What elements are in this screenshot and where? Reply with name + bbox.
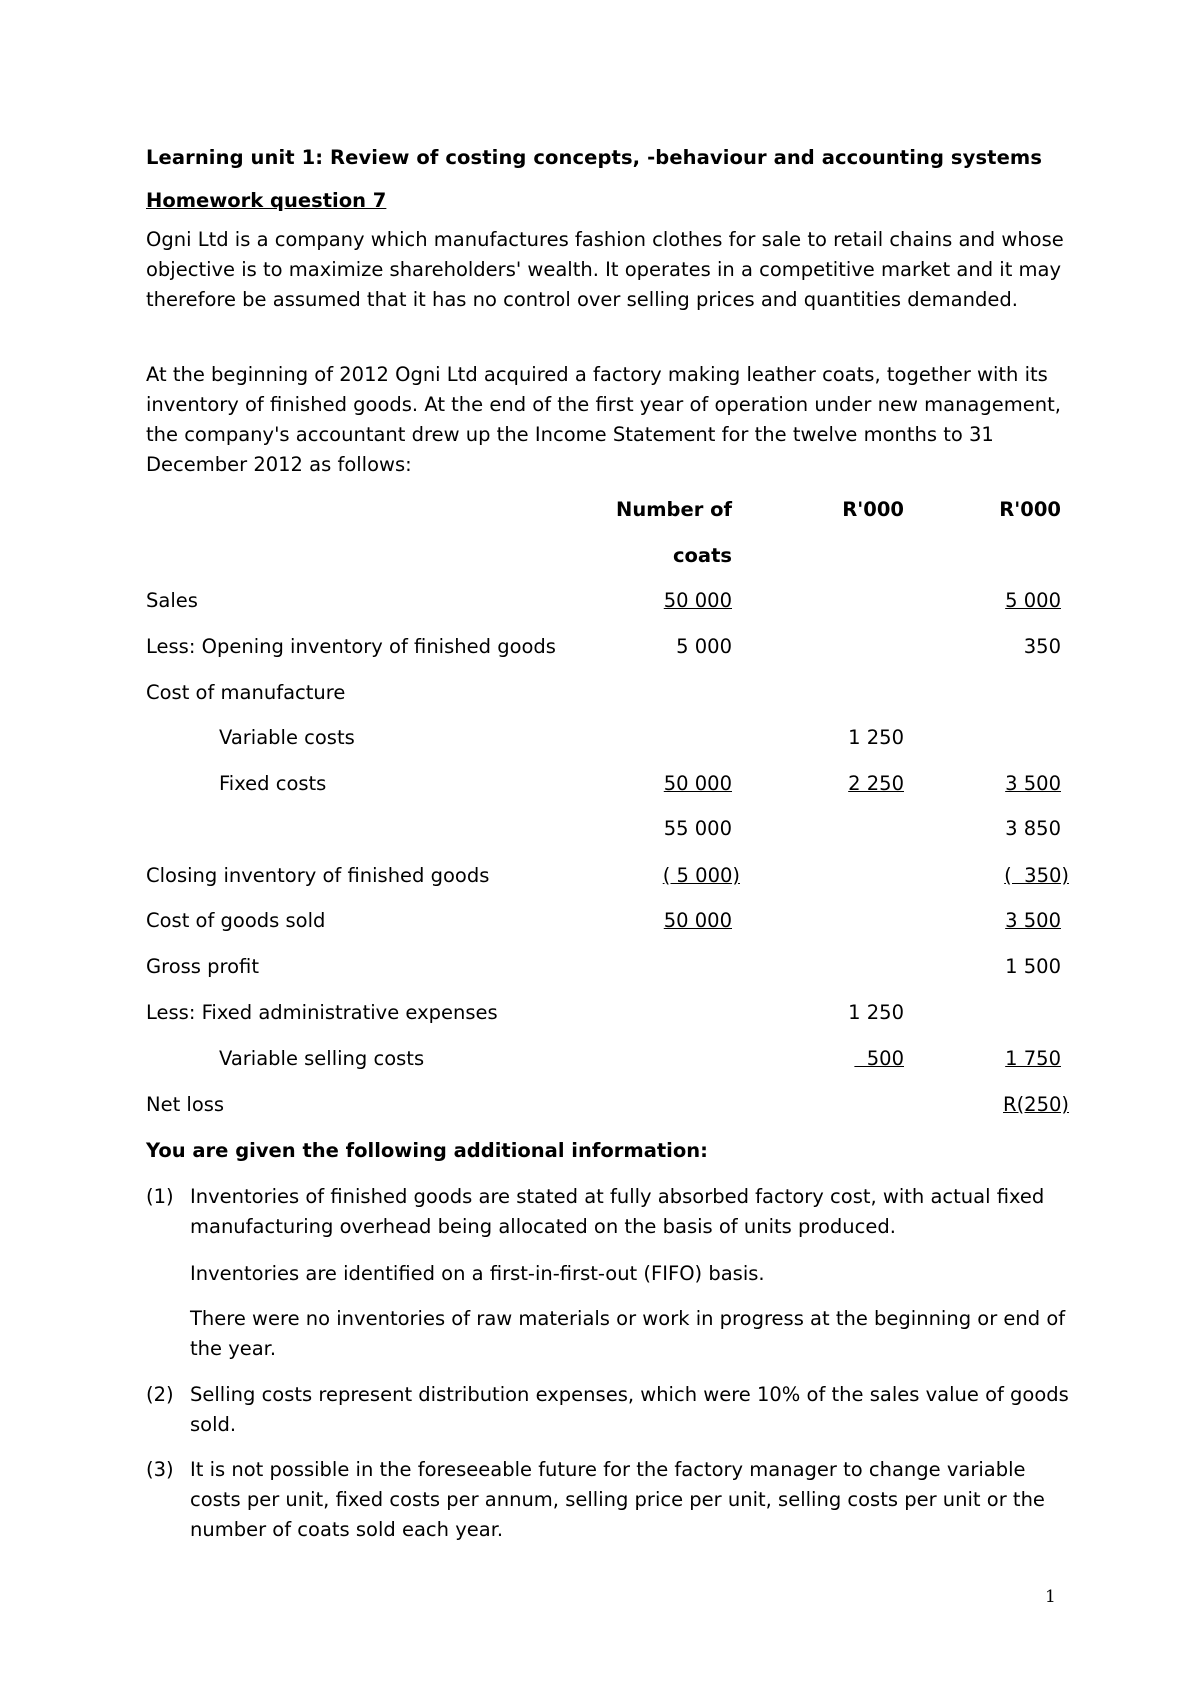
intro-paragraph: Ogni Ltd is a company which manufactures fashion clothes for sale to retail chains and whose objective is to maximize shareholders' wealth. It operates in a competitive market and it may therefore be assumed that it has no control over selling prices and quantities demanded.	[146, 228, 1064, 311]
cell-sub: 2 250	[848, 772, 904, 795]
additional-info-heading: You are given the following additional information:	[146, 1139, 708, 1162]
table-row-cost-of-goods-sold	[0, 909, 1200, 939]
row-label: Variable costs	[219, 726, 355, 749]
table-row-variable-costs	[0, 726, 1200, 756]
header-coats: coats	[672, 544, 732, 567]
cell-coats	[663, 864, 740, 887]
page-number: 1	[1045, 1587, 1056, 1607]
cell-sub: 1 250	[848, 1001, 904, 1024]
document-heading: Learning unit 1: Review of costing concepts, -behaviour and accounting systems	[146, 146, 1043, 169]
table-row-fixed-admin	[0, 1001, 1200, 1031]
cell-coats: 50 000	[663, 772, 732, 795]
cell-total: 350	[1023, 635, 1061, 658]
header-r000-col2: R'000	[842, 498, 904, 521]
cell-total	[1004, 864, 1069, 887]
row-label: Less: Opening inventory of finished goods	[146, 635, 556, 658]
row-label: Cost of goods sold	[146, 909, 326, 932]
cell-coats: 50 000	[663, 909, 732, 932]
item-text: Selling costs represent distribution expenses, which were 10% of the sales value of goods sold.	[190, 1383, 1069, 1436]
cell-coats: 5 000	[676, 635, 732, 658]
table-row-opening-inventory	[0, 635, 1200, 665]
row-label: Closing inventory of finished goods	[146, 864, 490, 887]
row-label: Gross profit	[146, 955, 259, 978]
table-row-closing-inventory	[0, 864, 1200, 894]
cell-sub: 1 250	[848, 726, 904, 749]
row-label: Fixed costs	[219, 772, 327, 795]
item-text: Inventories of finished goods are stated at fully absorbed factory cost, with actual fixed manufacturing overhead being allocated on the basis of units produced.	[190, 1185, 1045, 1238]
cell-coats: 55 000	[663, 817, 732, 840]
cell-total: 1 750	[1005, 1047, 1061, 1070]
table-row-fixed-costs	[0, 772, 1200, 802]
item-text: It is not possible in the foreseeable future for the factory manager to change variable costs per unit, fixed costs per annum, selling price per unit, selling costs per unit or the number of coats sold each year.	[190, 1458, 1045, 1541]
row-label: Cost of manufacture	[146, 681, 346, 704]
table-row-net-loss	[0, 1093, 1200, 1123]
table-row-gross-profit	[0, 955, 1200, 985]
table-header-row-2	[0, 544, 1200, 574]
table-row-sales	[0, 589, 1200, 619]
row-label: Net loss	[146, 1093, 225, 1116]
question-title: Homework question 7	[146, 189, 387, 212]
context-paragraph: At the beginning of 2012 Ogni Ltd acquired a factory making leather coats, together with its inventory of finished goods. At the end of the first year of operation under new management, the company's accountant drew up the Income Statement for the twelve months to 31 December 2012 as follows:	[146, 363, 1061, 476]
item-number: (1)	[146, 1185, 174, 1208]
cell-sub: 500	[854, 1047, 904, 1070]
cell-total-value: ( 350)	[1004, 864, 1069, 887]
table-row-subtotal	[0, 817, 1200, 847]
cell-total: 3 500	[1005, 909, 1061, 932]
cell-total: 5 000	[1005, 589, 1061, 612]
cell-total: 3 850	[1005, 817, 1061, 840]
cell-coats: 50 000	[663, 589, 732, 612]
header-r000-col3: R'000	[999, 498, 1061, 521]
cell-total: R(250)	[1003, 1093, 1069, 1116]
list-item: Inventories are identified on a first-in-first-out (FIFO) basis.	[190, 1262, 765, 1285]
table-row-variable-selling	[0, 1047, 1200, 1077]
cell-total: 3 500	[1005, 772, 1061, 795]
row-label: Variable selling costs	[219, 1047, 425, 1070]
row-label: Less: Fixed administrative expenses	[146, 1001, 498, 1024]
row-label: Sales	[146, 589, 198, 612]
item-number: (3)	[146, 1458, 174, 1481]
table-header-row	[0, 498, 1200, 528]
cell-total: 1 500	[1005, 955, 1061, 978]
header-number-of-coats: Number of	[616, 498, 732, 521]
list-item: There were no inventories of raw materials or work in progress at the beginning or end of the year.	[190, 1307, 1066, 1360]
cell-coats-value: ( 5 000)	[662, 864, 740, 887]
table-row-cost-of-manufacture	[0, 681, 1200, 711]
item-number: (2)	[146, 1383, 174, 1406]
